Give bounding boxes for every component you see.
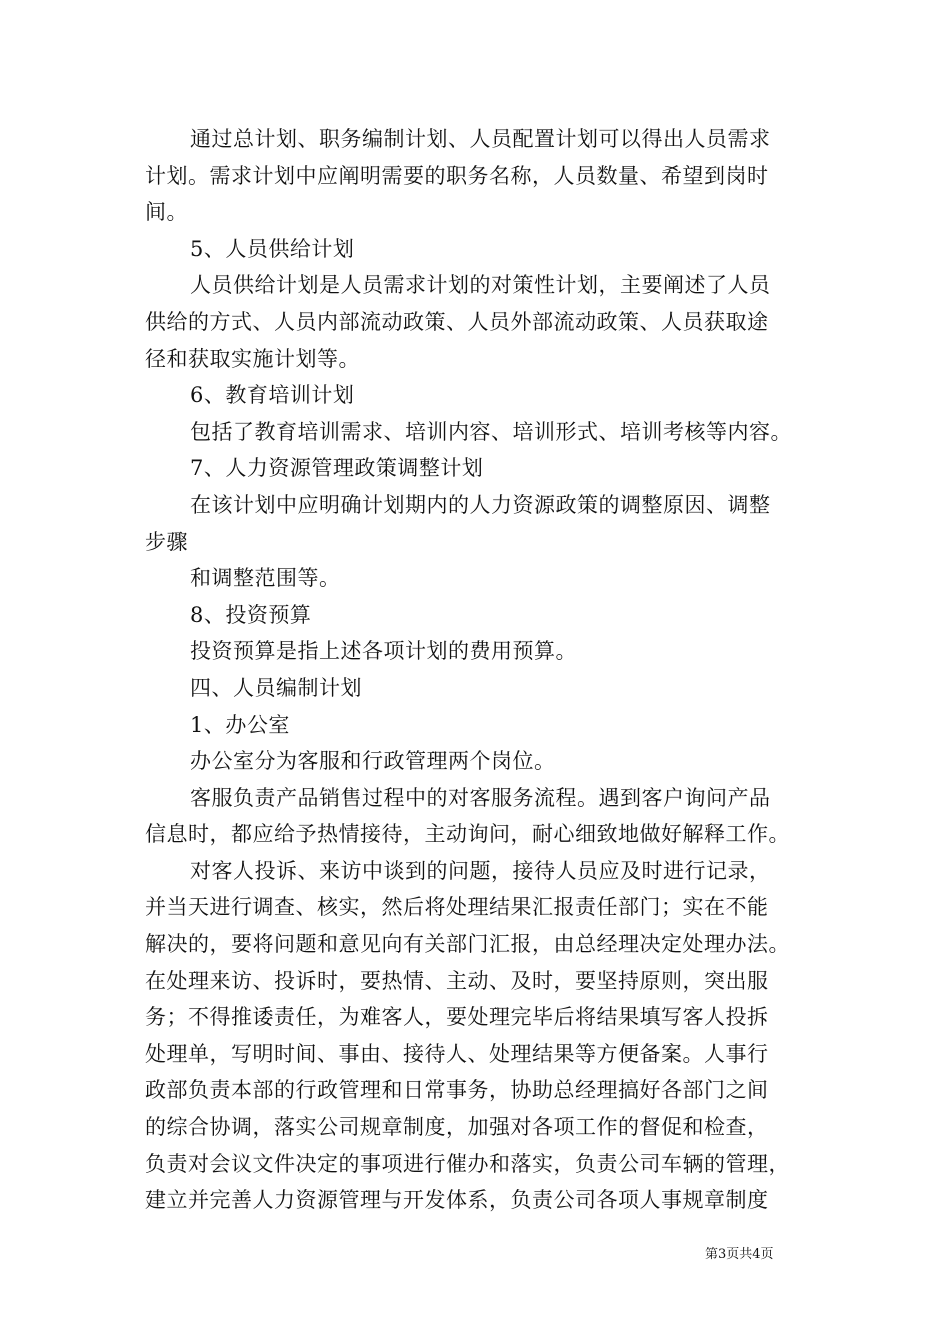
text-line: 的综合协调，落实公司规章制度，加强对各项工作的督促和检查，	[145, 1115, 769, 1140]
text-line: 间。	[145, 200, 188, 225]
text-line: 供给的方式、人员内部流动政策、人员外部流动政策、人员获取途	[145, 309, 769, 334]
text-line: 包括了教育培训需求、培训内容、培训形式、培训考核等内容。	[190, 419, 792, 444]
text-line: 并当天进行调查、核实，然后将处理结果汇报责任部门；实在不能	[145, 895, 769, 920]
text-line: 在该计划中应明确计划期内的人力资源政策的调整原因、调整	[190, 492, 771, 517]
text-line: 径和获取实施计划等。	[145, 346, 360, 371]
page-number: 第3页共4页	[705, 1247, 774, 1262]
text-line: 7、人力资源管理政策调整计划	[190, 456, 484, 481]
text-line: 8、投资预算	[190, 602, 312, 627]
text-line: 客服负责产品销售过程中的对客服务流程。遇到客户询问产品	[190, 785, 771, 810]
text-line: 四、人员编制计划	[190, 675, 362, 700]
text-line: 人员供给计划是人员需求计划的对策性计划，主要阐述了人员	[190, 273, 771, 298]
text-line: 1、办公室	[190, 712, 290, 737]
text-line: 建立并完善人力资源管理与开发体系，负责公司各项人事规章制度	[145, 1188, 769, 1213]
text-line: 办公室分为客服和行政管理两个岗位。	[190, 749, 556, 774]
text-line: 信息时，都应给予热情接待，主动询问，耐心细致地做好解释工作。	[145, 822, 790, 847]
text-line: 政部负责本部的行政管理和日常事务，协助总经理搞好各部门之间	[145, 1078, 769, 1103]
text-line: 6、教育培训计划	[190, 383, 355, 408]
text-line: 计划。需求计划中应阐明需要的职务名称，人员数量、希望到岗时	[145, 163, 769, 188]
text-line: 和调整范围等。	[190, 566, 341, 591]
text-line: 步骤	[145, 529, 188, 554]
text-line: 投资预算是指上述各项计划的费用预算。	[190, 639, 577, 664]
text-line: 负责对会议文件决定的事项进行催办和落实，负责公司车辆的管理，	[145, 1151, 790, 1176]
document-body	[145, 121, 810, 1219]
text-line: 务；不得推诿责任，为难客人，要处理完毕后将结果填写客人投拆	[145, 1005, 769, 1030]
text-line: 处理单，写明时间、事由、接待人、处理结果等方便备案。人事行	[145, 1041, 769, 1066]
text-line: 通过总计划、职务编制计划、人员配置计划可以得出人员需求	[190, 127, 771, 151]
text-line: 在处理来访、投诉时，要热情、主动、及时，要坚持原则，突出服	[145, 968, 769, 993]
text-line: 5、人员供给计划	[190, 236, 355, 261]
text-line: 对客人投诉、来访中谈到的问题，接待人员应及时进行记录，	[190, 858, 771, 883]
text-line: 解决的，要将问题和意见向有关部门汇报，由总经理决定处理办法。	[145, 932, 790, 957]
